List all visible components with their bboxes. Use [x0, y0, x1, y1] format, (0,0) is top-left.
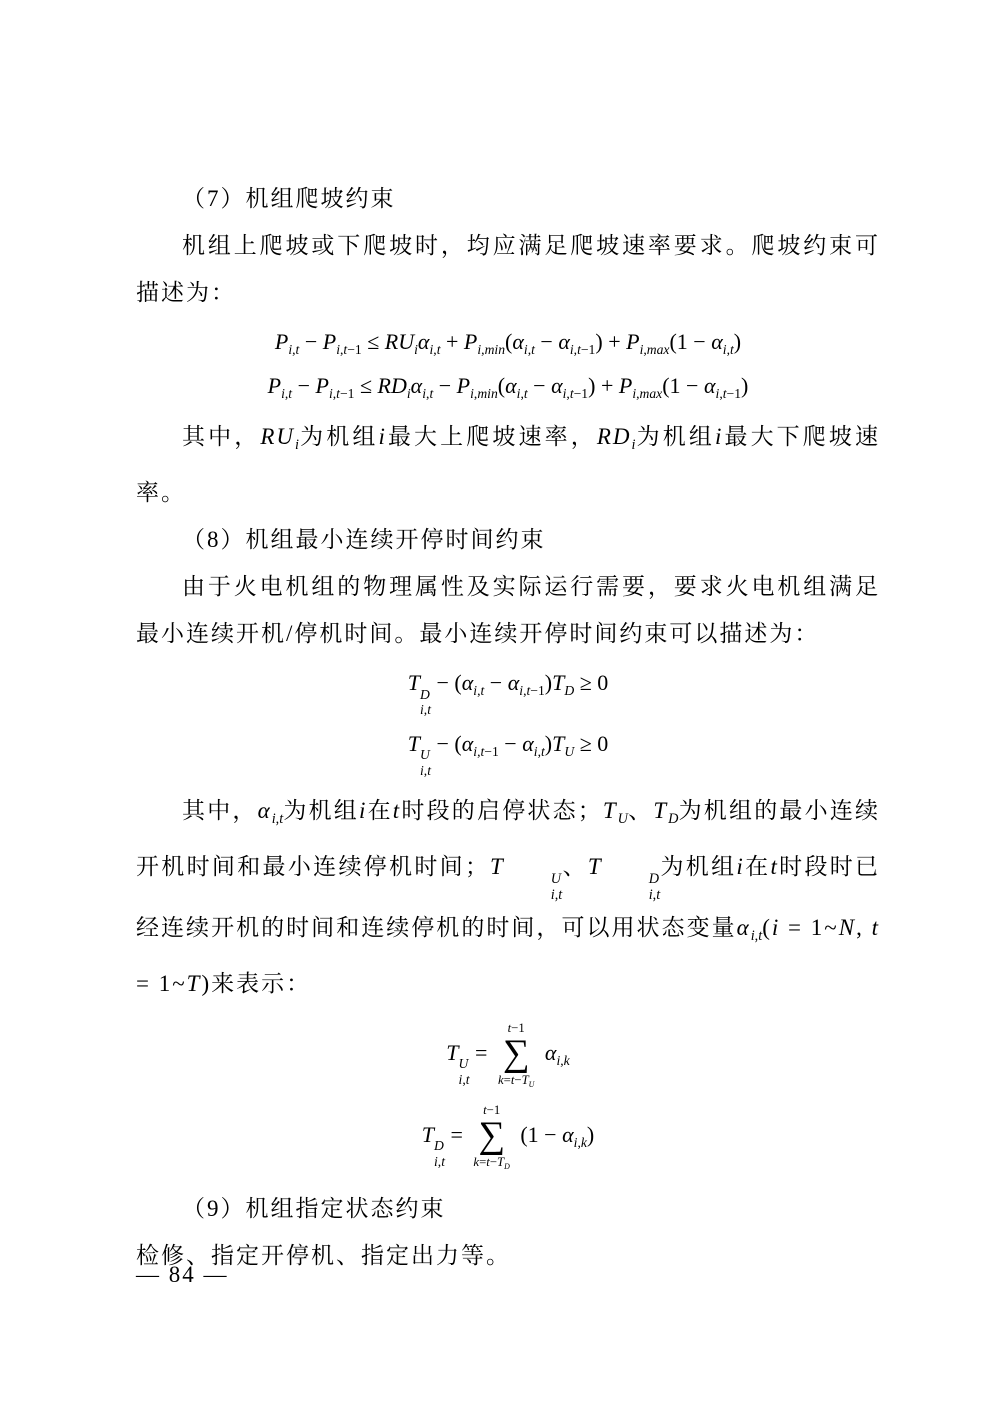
- section-8-heading: （8）机组最小连续开停时间约束: [182, 527, 546, 553]
- downtime-summation-formula: T D i,t = t−1 ∑ $k=t-T_D$ $(1 - \alpha_{i,k})$: [421, 1102, 595, 1171]
- ramp-up-constraint-formula: $P_{i,t} - P_{i,t-1} \le RU_i\alpha_{i,t} + P_{i,min}(\alpha_{i,t} - \alpha_{i,t-1}) + P_{i,max}(1 - \alpha_{i,t})$: [274, 329, 742, 357]
- page-content: [136, 175, 880, 1279]
- section-7-heading: （7）机组爬坡约束: [182, 186, 396, 211]
- section-7-explanation-paragraph: 其中，$RU_i$为机组i最大上爬坡速率，$RD_i$为机组i最大下爬坡速率。: [136, 424, 881, 506]
- section-8-explanation-paragraph: 其中，$\alpha_{i,t}$为机组i在t时段的启停状态；$T_U$、$T_D$为机组的最小连续开机时间和最小连续停机时间；T U i,t 、T D i,t 为机组i在t时段时已经连续开机的时间和连续停机的时间，可以用状态变量$\alpha_{i,t}(i$ = 1~N, t = 1~T)来表示：: [136, 798, 881, 996]
- uptime-summation-formula: T U i,t = t−1 ∑ $k=t-T_U$ $\alpha_{i,k}$: [446, 1020, 570, 1089]
- section-8-intro-paragraph: 由于火电机组的物理属性及实际运行需要，要求火电机组满足最小连续开机/停机时间。最小连续开停时间约束可以描述为：: [136, 574, 880, 647]
- ramp-down-constraint-formula: $P_{i,t} - P_{i,t-1} \le RD_i\alpha_{i,t} - P_{i,min}(\alpha_{i,t} - \alpha_{i,t-1}) + P_{i,max}(1 - \alpha_{i,t-1})$: [267, 373, 749, 401]
- min-downtime-constraint-formula: T D i,t − $(\alpha_{i,t} - \alpha_{i,t-1})T_D \ge 0$: [407, 670, 609, 718]
- section-9-heading: （9）机组指定状态约束: [182, 1195, 446, 1221]
- section-9-body-paragraph: 检修、指定开停机、指定出力等。: [136, 1242, 511, 1268]
- min-uptime-constraint-formula: T U i,t − $(\alpha_{i,t-1} - \alpha_{i,t})T_U \ge 0$: [407, 730, 609, 778]
- page-number: — 84 —: [136, 1262, 229, 1287]
- section-7-intro-paragraph: 机组上爬坡或下爬坡时，均应满足爬坡速率要求。爬坡约束可描述为：: [136, 233, 880, 305]
